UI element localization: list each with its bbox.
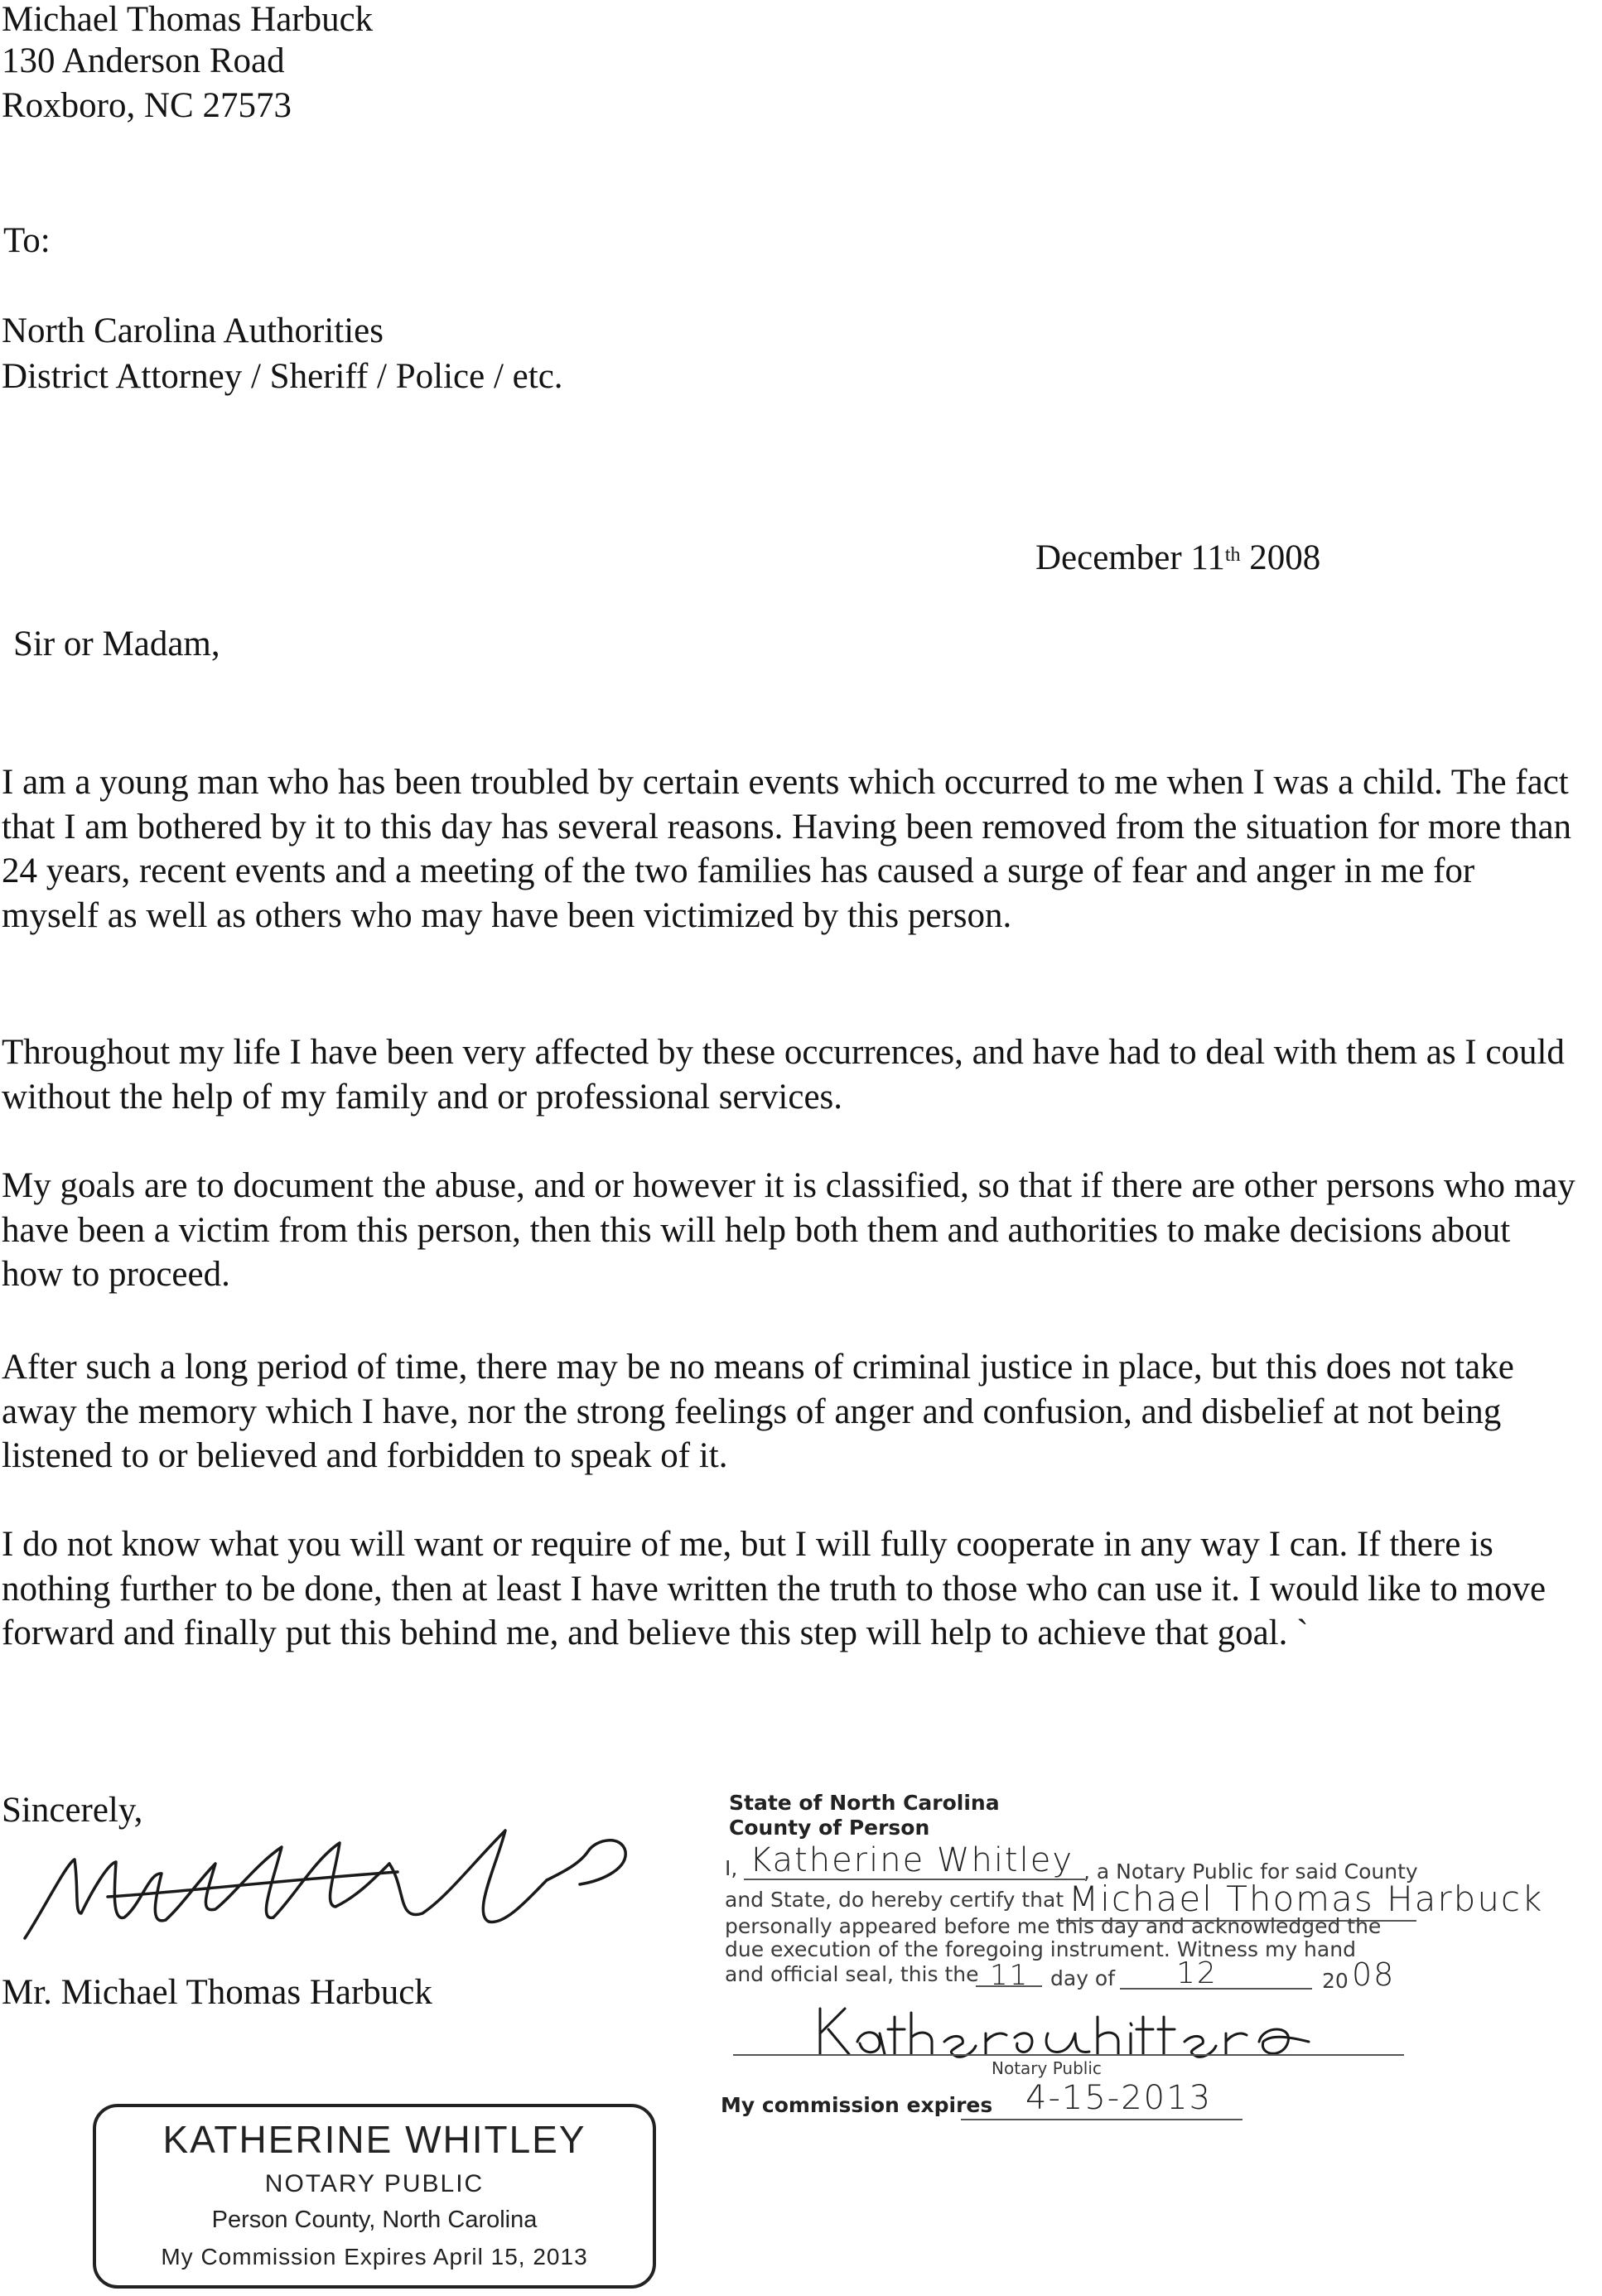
date-suffix: th <box>1224 544 1241 566</box>
notary-signature-underline <box>733 2054 1404 2056</box>
notary-line-public: , a Notary Public for said County <box>1083 1859 1418 1884</box>
closing: Sincerely, <box>2 1791 143 1830</box>
notary-day-of: day of <box>1050 1966 1116 1990</box>
stamp-expires: My Commission Expires April 15, 2013 <box>161 2244 588 2269</box>
sender-street: 130 Anderson Road <box>2 41 285 80</box>
paragraph-1: I am a young man who has been troubled by certain events which occurred to me when I was a child. The fact that I am bothered by it to this day has several reasons. Having been removed from the situation for more than 24 years, recent events and a meeting of the two families has caused a surge of fear and anger in me for myself as well as others who may have been victimized by this person. <box>2 763 1572 935</box>
paragraph-5: I do not know what you will want or require of me, but I will fully cooperate in any way I can. If there is nothing further to be done, then at least I have written the truth to those who can use it. I would like to move forward and finally put this behind me, and believe this step will help to achieve that goal. ` <box>2 1525 1547 1652</box>
notary-year-prefix: 20 <box>1322 1969 1349 1993</box>
notary-name-handwritten: Katherine Whitley <box>750 1841 1074 1879</box>
stamp-name: KATHERINE WHITLEY <box>162 2118 586 2161</box>
sender-city: Roxboro, NC 27573 <box>2 86 292 125</box>
notary-line-i: I, <box>725 1856 738 1880</box>
date-month-day: December 11 <box>1035 538 1225 577</box>
paragraph-4: After such a long period of time, there may be no means of criminal justice in place, but this does not take away the memory which I have, nor the strong feelings of anger and confusion, and disbelief at not being listened to or believed and forbidden to speak of it. <box>2 1348 1514 1475</box>
paragraph-3: My goals are to document the abuse, and or however it is classified, so that if there are other persons who may have been a victim from this person, then this will help both them and authorities to make decisions about how to proceed. <box>2 1166 1575 1294</box>
to-label: To: <box>3 221 51 260</box>
notary-line-appeared: personally appeared before me this day and acknowledged the <box>725 1914 1382 1938</box>
sender-name: Michael Thomas Harbuck <box>2 0 374 39</box>
notary-line-certify: and State, do hereby certify that <box>725 1888 1064 1912</box>
recipient-line-2: District Attorney / Sheriff / Police / etc. <box>2 357 563 396</box>
day-handwritten: 11 <box>990 1959 1030 1992</box>
commission-underline <box>961 2119 1243 2120</box>
stamp-location: Person County, North Carolina <box>211 2207 538 2233</box>
notary-name-underline <box>744 1879 1085 1880</box>
notary-line-seal: and official seal, this the <box>725 1962 979 1986</box>
notary-line-execution: due execution of the foregoing instrument. Witness my hand <box>725 1937 1356 1961</box>
stamp-title: NOTARY PUBLIC <box>264 2170 485 2197</box>
notary-county: County of Person <box>729 1816 930 1840</box>
notary-stamp <box>93 2104 656 2289</box>
handwritten-signature <box>8 1814 654 1963</box>
recipient-line-1: North Carolina Authorities <box>2 311 384 350</box>
letter-date <box>1035 537 1320 580</box>
notary-public-label: Notary Public <box>992 2058 1102 2078</box>
month-underline <box>1120 1988 1312 1990</box>
signature-name: Mr. Michael Thomas Harbuck <box>2 1973 432 2012</box>
notary-commission-label: My commission expires <box>721 2093 993 2117</box>
year-handwritten: 08 <box>1352 1956 1396 1993</box>
notary-state: State of North Carolina <box>729 1791 1000 1815</box>
paragraph-2: Throughout my life I have been very affected by these occurrences, and have had to deal with them as I could without the help of my family and or professional services. <box>2 1033 1565 1117</box>
commission-date-handwritten: 4-15-2013 <box>1025 2079 1213 2117</box>
day-underline <box>976 1985 1042 1987</box>
salutation: Sir or Madam, <box>13 625 220 663</box>
date-year: 2008 <box>1240 538 1321 577</box>
month-handwritten: 12 <box>1176 1956 1218 1990</box>
subject-handwritten: Michael Thomas Harbuck <box>1069 1879 1544 1919</box>
